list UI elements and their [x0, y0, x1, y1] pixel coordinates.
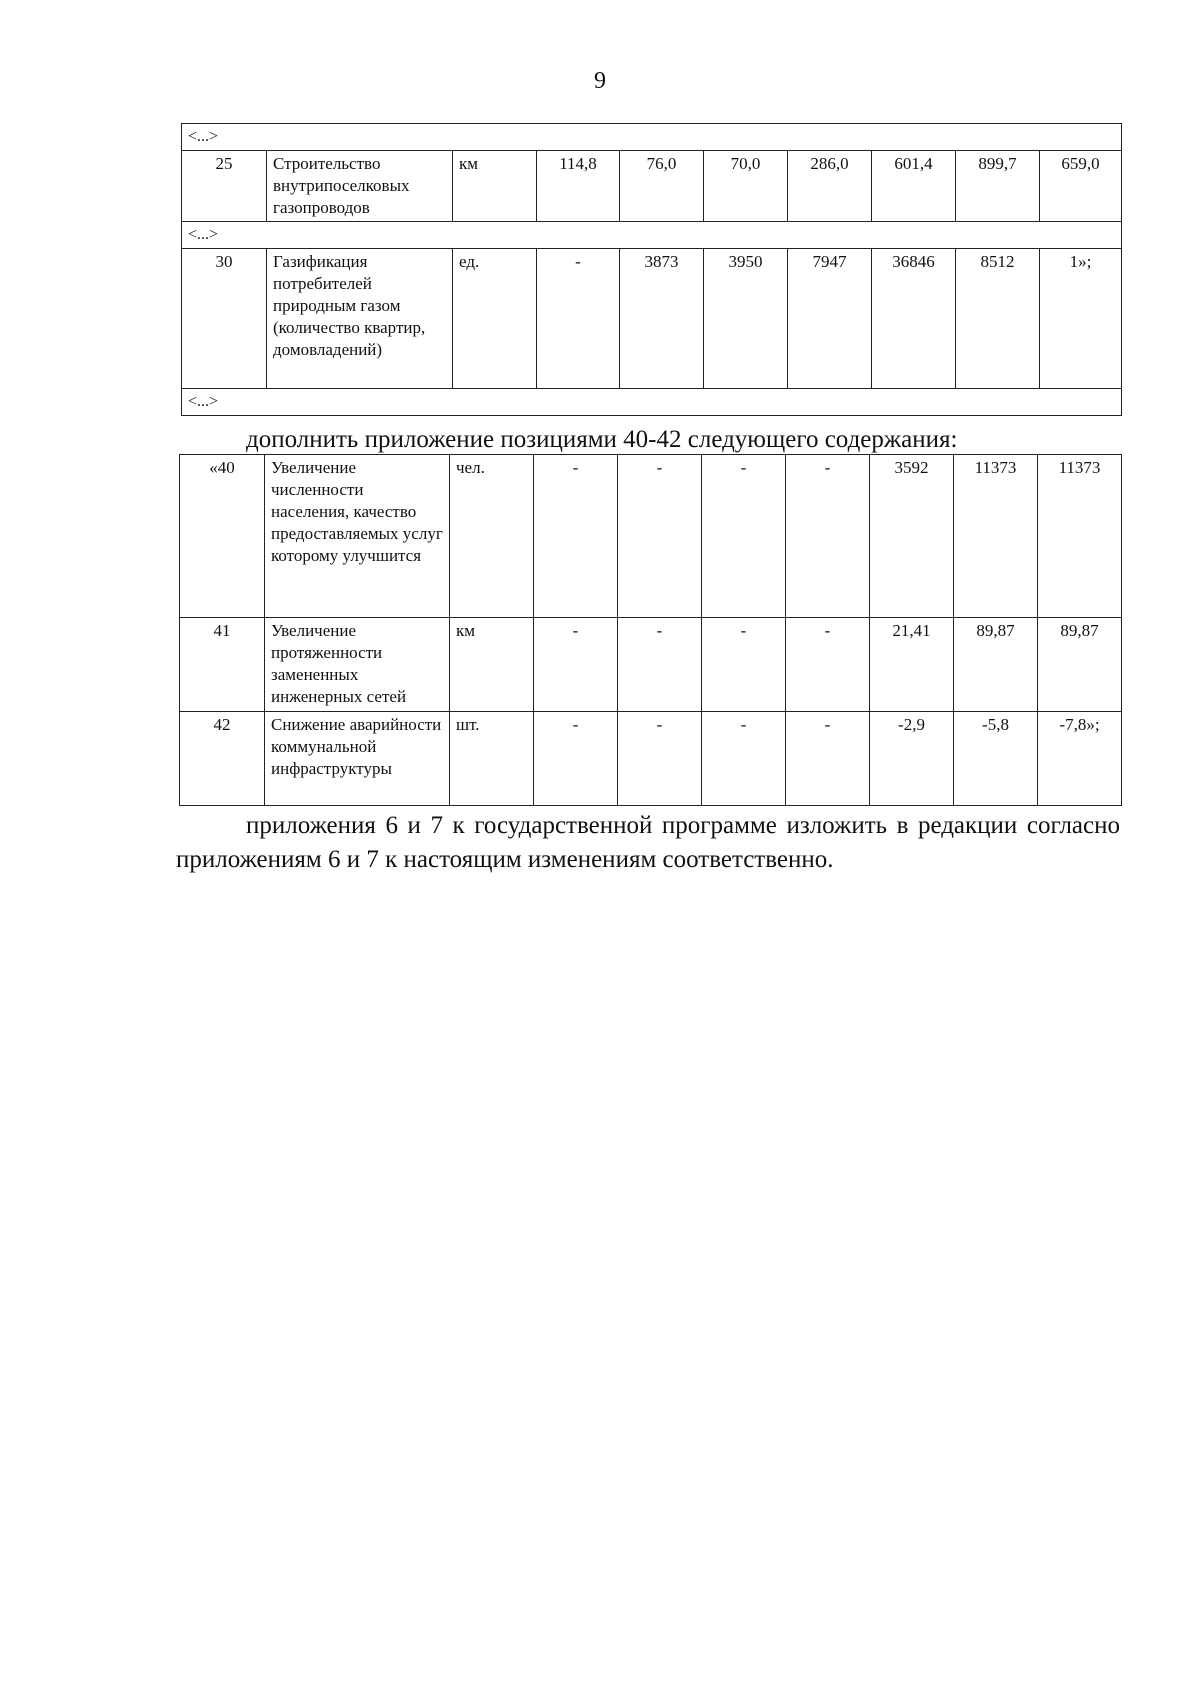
value-cell: 114,8: [537, 151, 620, 222]
value-cell: 21,41: [870, 618, 954, 712]
table-row: [180, 455, 1122, 618]
value-cell: 11373: [1038, 455, 1122, 618]
value-cell: -: [786, 455, 870, 618]
value-cell: 1»;: [1040, 249, 1122, 389]
row-number: 25: [182, 151, 267, 222]
value-cell: 76,0: [620, 151, 704, 222]
unit: чел.: [450, 455, 534, 618]
value-cell: -: [702, 712, 786, 806]
value-cell: -: [534, 455, 618, 618]
row-number: 30: [182, 249, 267, 389]
ellipsis-row: [182, 222, 1122, 249]
indicators-table-new: [179, 454, 1122, 806]
value-cell: -: [537, 249, 620, 389]
value-cell: -: [702, 455, 786, 618]
ellipsis-marker: <...>: [182, 124, 1122, 151]
value-cell: 659,0: [1040, 151, 1122, 222]
indicator-name: Увеличение протяженности замененных инженерных сетей: [265, 618, 450, 712]
value-cell: 3592: [870, 455, 954, 618]
indicator-name: Газификация потребителей природным газом (количество квартир, домовладений): [267, 249, 453, 389]
value-cell: 36846: [872, 249, 956, 389]
row-number: «40: [180, 455, 265, 618]
indicator-name: Строительство внутрипоселковых газопроводов: [267, 151, 453, 222]
value-cell: 11373: [954, 455, 1038, 618]
value-cell: 286,0: [788, 151, 872, 222]
value-cell: 7947: [788, 249, 872, 389]
table-row: [180, 618, 1122, 712]
value-cell: -: [618, 712, 702, 806]
value-cell: 601,4: [872, 151, 956, 222]
indicator-name: Снижение аварийности коммунальной инфраструктуры: [265, 712, 450, 806]
value-cell: -: [618, 618, 702, 712]
paragraph-add-positions: дополнить приложение позициями 40-42 следующего содержания:: [246, 426, 958, 453]
value-cell: -: [786, 712, 870, 806]
table-row: [182, 151, 1122, 222]
value-cell: -: [786, 618, 870, 712]
unit: ед.: [453, 249, 537, 389]
unit: шт.: [450, 712, 534, 806]
value-cell: 89,87: [954, 618, 1038, 712]
table-row: [180, 712, 1122, 806]
indicators-table-existing: [181, 123, 1122, 416]
ellipsis-row: [182, 389, 1122, 416]
unit: км: [450, 618, 534, 712]
unit: км: [453, 151, 537, 222]
value-cell: 3950: [704, 249, 788, 389]
table-row: [182, 249, 1122, 389]
paragraph-appendices: приложения 6 и 7 к государственной программе изложить в редакции согласно приложениям 6 и 7 к настоящим изменениям соответственно.: [176, 812, 1120, 873]
value-cell: 8512: [956, 249, 1040, 389]
row-number: 41: [180, 618, 265, 712]
ellipsis-marker: <...>: [182, 389, 1122, 416]
value-cell: 899,7: [956, 151, 1040, 222]
value-cell: -2,9: [870, 712, 954, 806]
value-cell: 70,0: [704, 151, 788, 222]
value-cell: 89,87: [1038, 618, 1122, 712]
ellipsis-row: [182, 124, 1122, 151]
value-cell: -: [702, 618, 786, 712]
value-cell: -5,8: [954, 712, 1038, 806]
page-number: 9: [594, 68, 606, 94]
indicator-name: Увеличение численности населения, качество предоставляемых услуг которому улучшится: [265, 455, 450, 618]
value-cell: -: [618, 455, 702, 618]
row-number: 42: [180, 712, 265, 806]
ellipsis-marker: <...>: [182, 222, 1122, 249]
value-cell: 3873: [620, 249, 704, 389]
value-cell: -: [534, 618, 618, 712]
value-cell: -: [534, 712, 618, 806]
value-cell: -7,8»;: [1038, 712, 1122, 806]
